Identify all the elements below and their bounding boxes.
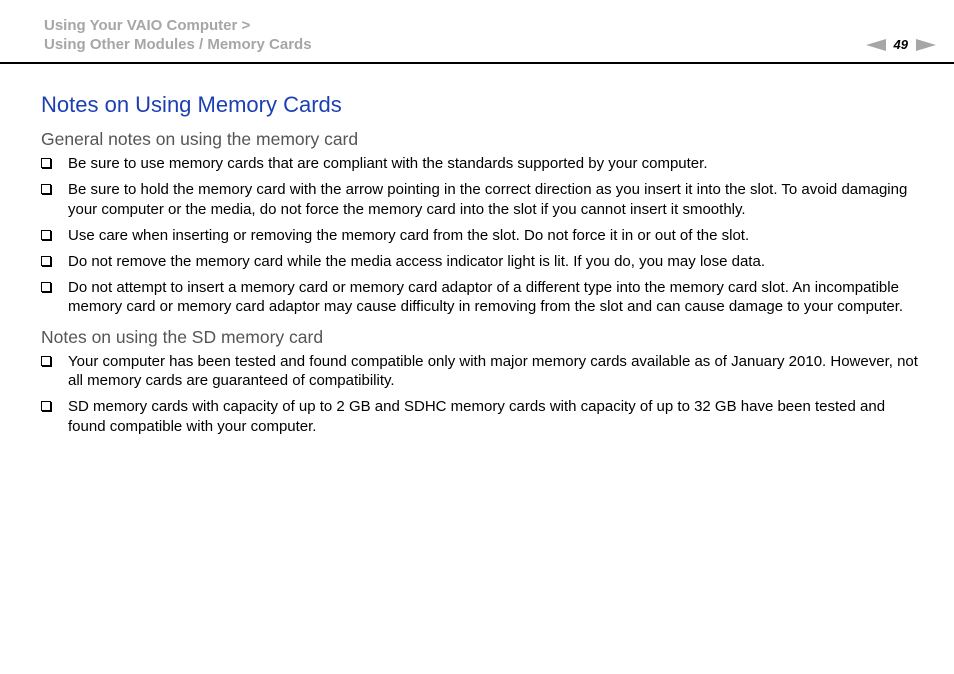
general-notes-list	[41, 154, 921, 317]
checkbox-bullet-icon	[41, 230, 51, 240]
list-item-text: Do not remove the memory card while the media access indicator light is lit. If you do, you may lose data.	[68, 252, 765, 270]
list-item-text: Do not attempt to insert a memory card or memory card adaptor of a different type into the memory card slot. An incompatible memory card or memory card adaptor may cause difficulty in removing from the slot and can cause damage to your computer.	[68, 278, 904, 315]
triangle-right-icon[interactable]	[916, 39, 936, 51]
list-item	[41, 352, 921, 391]
checkbox-bullet-icon	[41, 282, 51, 292]
list-item	[41, 180, 921, 219]
list-item-text: Use care when inserting or removing the memory card from the slot. Do not force it in or out of the slot.	[68, 226, 750, 244]
list-item	[41, 226, 921, 246]
checkbox-bullet-icon	[41, 401, 51, 411]
list-item	[41, 154, 921, 174]
checkbox-bullet-icon	[41, 256, 51, 266]
section-heading-sd: Notes on using the SD memory card	[41, 326, 324, 347]
list-item	[41, 252, 921, 272]
breadcrumb-line-1: Using Your VAIO Computer >	[44, 17, 251, 34]
page-number: 49	[893, 37, 908, 52]
list-item	[41, 278, 921, 317]
list-item	[41, 397, 921, 436]
triangle-left-icon[interactable]	[866, 39, 886, 51]
checkbox-bullet-icon	[41, 356, 51, 366]
section-heading-general: General notes on using the memory card	[41, 129, 359, 149]
list-item-text: Be sure to hold the memory card with the arrow pointing in the correct direction as you insert it into the slot. To avoid damaging your computer or the media, do not force the memory card into the slot if you cannot insert it smoothly.	[68, 181, 908, 218]
page-header	[0, 0, 954, 64]
sd-notes-list	[41, 352, 921, 437]
breadcrumb	[44, 16, 312, 54]
breadcrumb-line-2: Using Other Modules / Memory Cards	[44, 36, 312, 53]
list-item-text: SD memory cards with capacity of up to 2 GB and SDHC memory cards with capacity of up to 32 GB have been tested and found compatible with your computer.	[68, 398, 886, 435]
list-item-text: Be sure to use memory cards that are compliant with the standards supported by your computer.	[68, 155, 708, 172]
checkbox-bullet-icon	[41, 184, 51, 194]
checkbox-bullet-icon	[41, 158, 51, 168]
page-navigation	[866, 36, 936, 54]
list-item-text: Your computer has been tested and found compatible only with major memory cards available as of January 2010. However, not all memory cards are guaranteed of compatibility.	[68, 352, 918, 389]
main-content	[41, 90, 921, 436]
page-title: Notes on Using Memory Cards	[41, 92, 342, 117]
